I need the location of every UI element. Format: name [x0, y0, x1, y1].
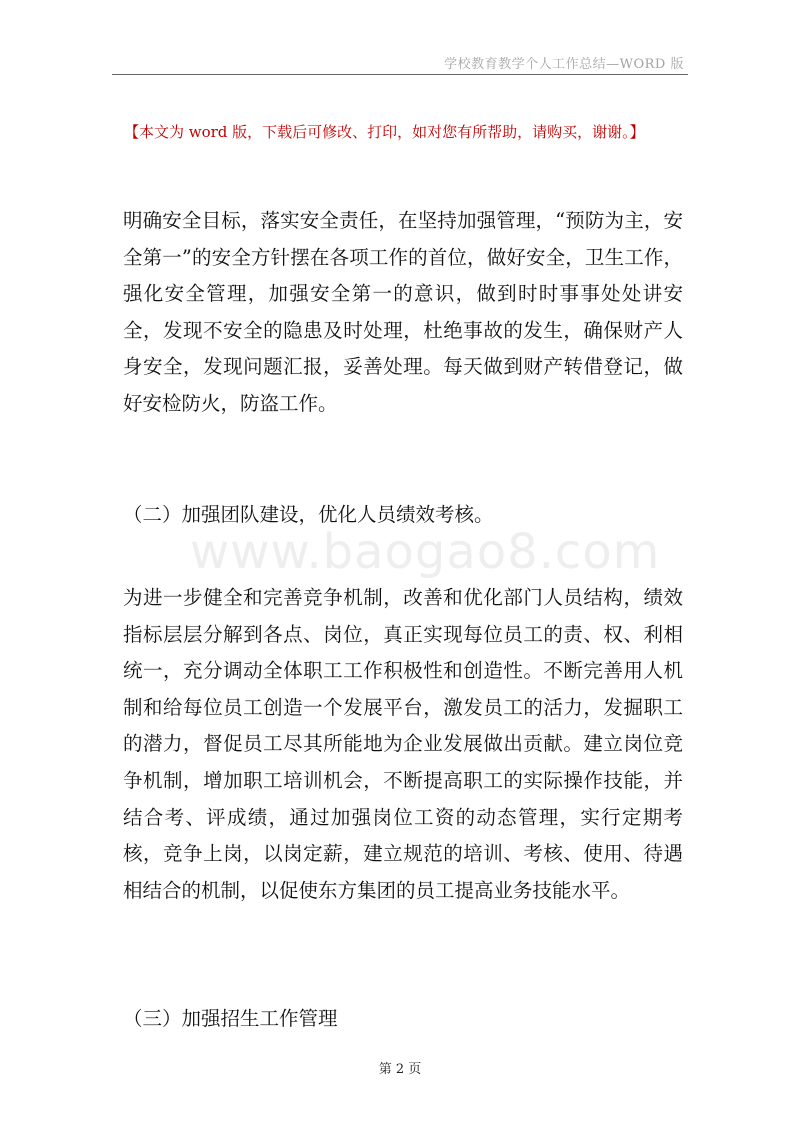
paragraph-safety: 明确安全目标，落实安全责任，在坚持加强管理，“预防为主，安全第一”的安全方针摆在各项工作的首位，做好安全，卫生工作，强化安全管理，加强安全第一的意识，做到时时事事处处讲安全，发现不安全的隐患及时处理，杜绝事故的发生，确保财产人身安全，发现问题汇报，妥善处理。每天做到财产转借登记，做好安检防火，防盗工作。 — [123, 209, 683, 415]
purchase-notice: 【本文为 word 版，下载后可修改、打印，如对您有所帮助，请购买，谢谢。】 — [124, 123, 645, 141]
section-heading-2: （二）加强团队建设，优化人员绩效考核。 — [123, 503, 494, 526]
watermark: www.baogao8.com — [190, 524, 661, 580]
section-heading-3: （三）加强招生工作管理 — [123, 1007, 338, 1030]
paragraph-team: 为进一步健全和完善竞争机制，改善和优化部门人员结构，绩效指标层层分解到各点、岗位，真正实现每位员工的责、权、利相统一，充分调动全体职工工作积极性和创造性。不断完善用人机制和给每位员工创造一个发展平台，激发员工的活力，发掘职工的潜力，督促员工尽其所能地为企业发展做出贡献。建立岗位竞争机制，增加职工培训机会，不断提高职工的实际操作技能，并结合考、评成绩，通过加强岗位工资的动态管理，实行定期考核，竞争上岗，以岗定薪，建立规范的培训、考核、使用、待遇相结合的机制，以促使东方集团的员工提高业务技能水平。 — [123, 586, 683, 902]
page-number: 第 2 页 — [378, 1062, 422, 1077]
header-title: 学校教育教学个人工作总结—WORD 版 — [444, 57, 684, 72]
header-divider — [112, 74, 688, 75]
